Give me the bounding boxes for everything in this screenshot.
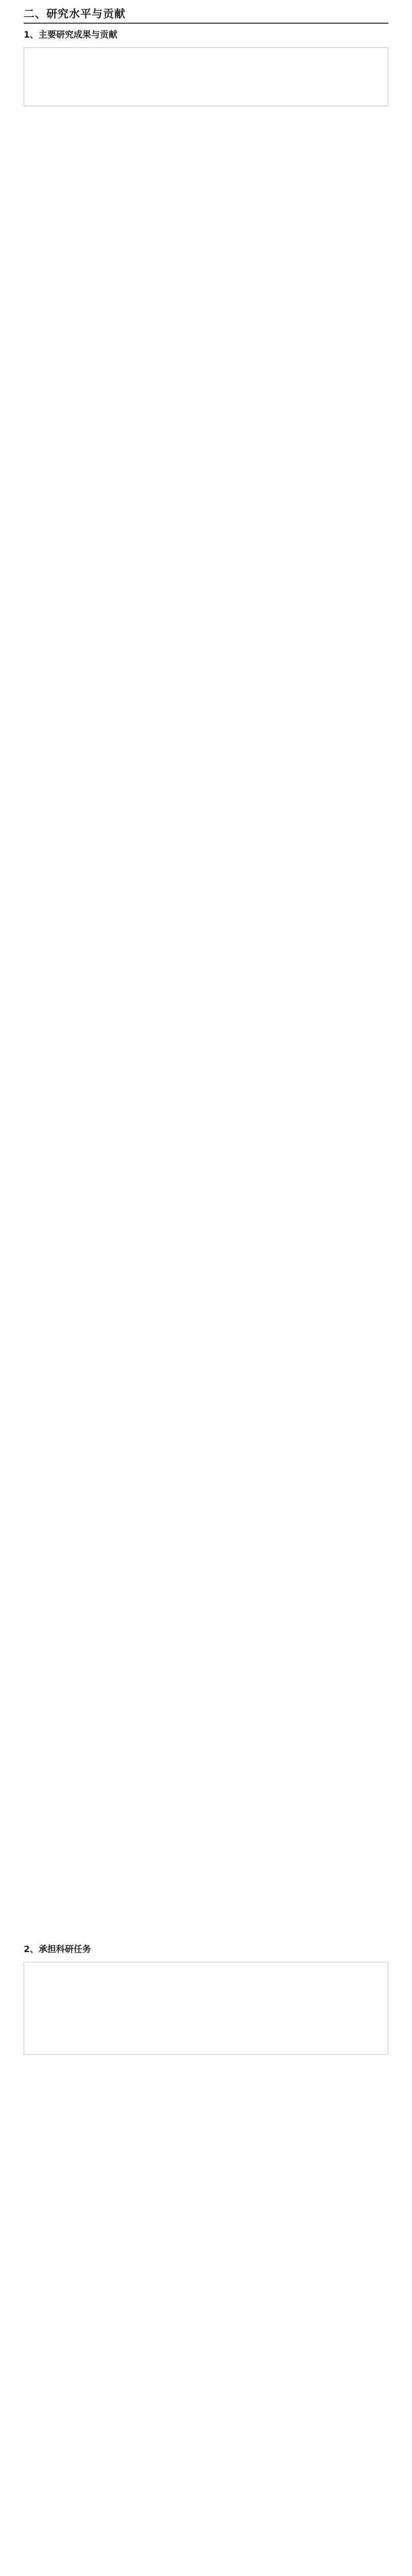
achievement-paragraph-12 xyxy=(24,1700,388,1765)
achievement-paragraph-8 xyxy=(24,1042,388,1233)
achievement-paragraph-6 xyxy=(24,690,388,882)
achievement-paragraph-5 xyxy=(24,553,388,683)
achievement-paragraph-1 xyxy=(24,115,388,148)
section-title: 二、研究水平与贡献 xyxy=(24,8,126,20)
page-whitespace xyxy=(24,1772,388,1942)
achievement-paragraph-2 xyxy=(24,156,388,285)
achievements-intro-box xyxy=(24,47,388,106)
research-tasks-text xyxy=(30,1967,382,2028)
achievement-paragraph-9 xyxy=(24,1241,388,1432)
research-tasks-heading: 2、承担科研任务 xyxy=(24,1944,91,1955)
section-divider xyxy=(24,23,388,24)
research-tasks-section xyxy=(24,1942,388,2055)
achievement-paragraph-10 xyxy=(24,1439,388,1585)
achievement-paragraph-4 xyxy=(24,401,388,546)
achievement-paragraph-7 xyxy=(24,889,388,1035)
achievement-paragraph-3 xyxy=(24,293,388,394)
achievements-heading: 1、主要研究成果与贡献 xyxy=(24,30,117,40)
achievements-body xyxy=(24,115,388,1765)
research-tasks-box xyxy=(24,1962,388,2055)
achievement-paragraph-11 xyxy=(24,1592,388,1693)
